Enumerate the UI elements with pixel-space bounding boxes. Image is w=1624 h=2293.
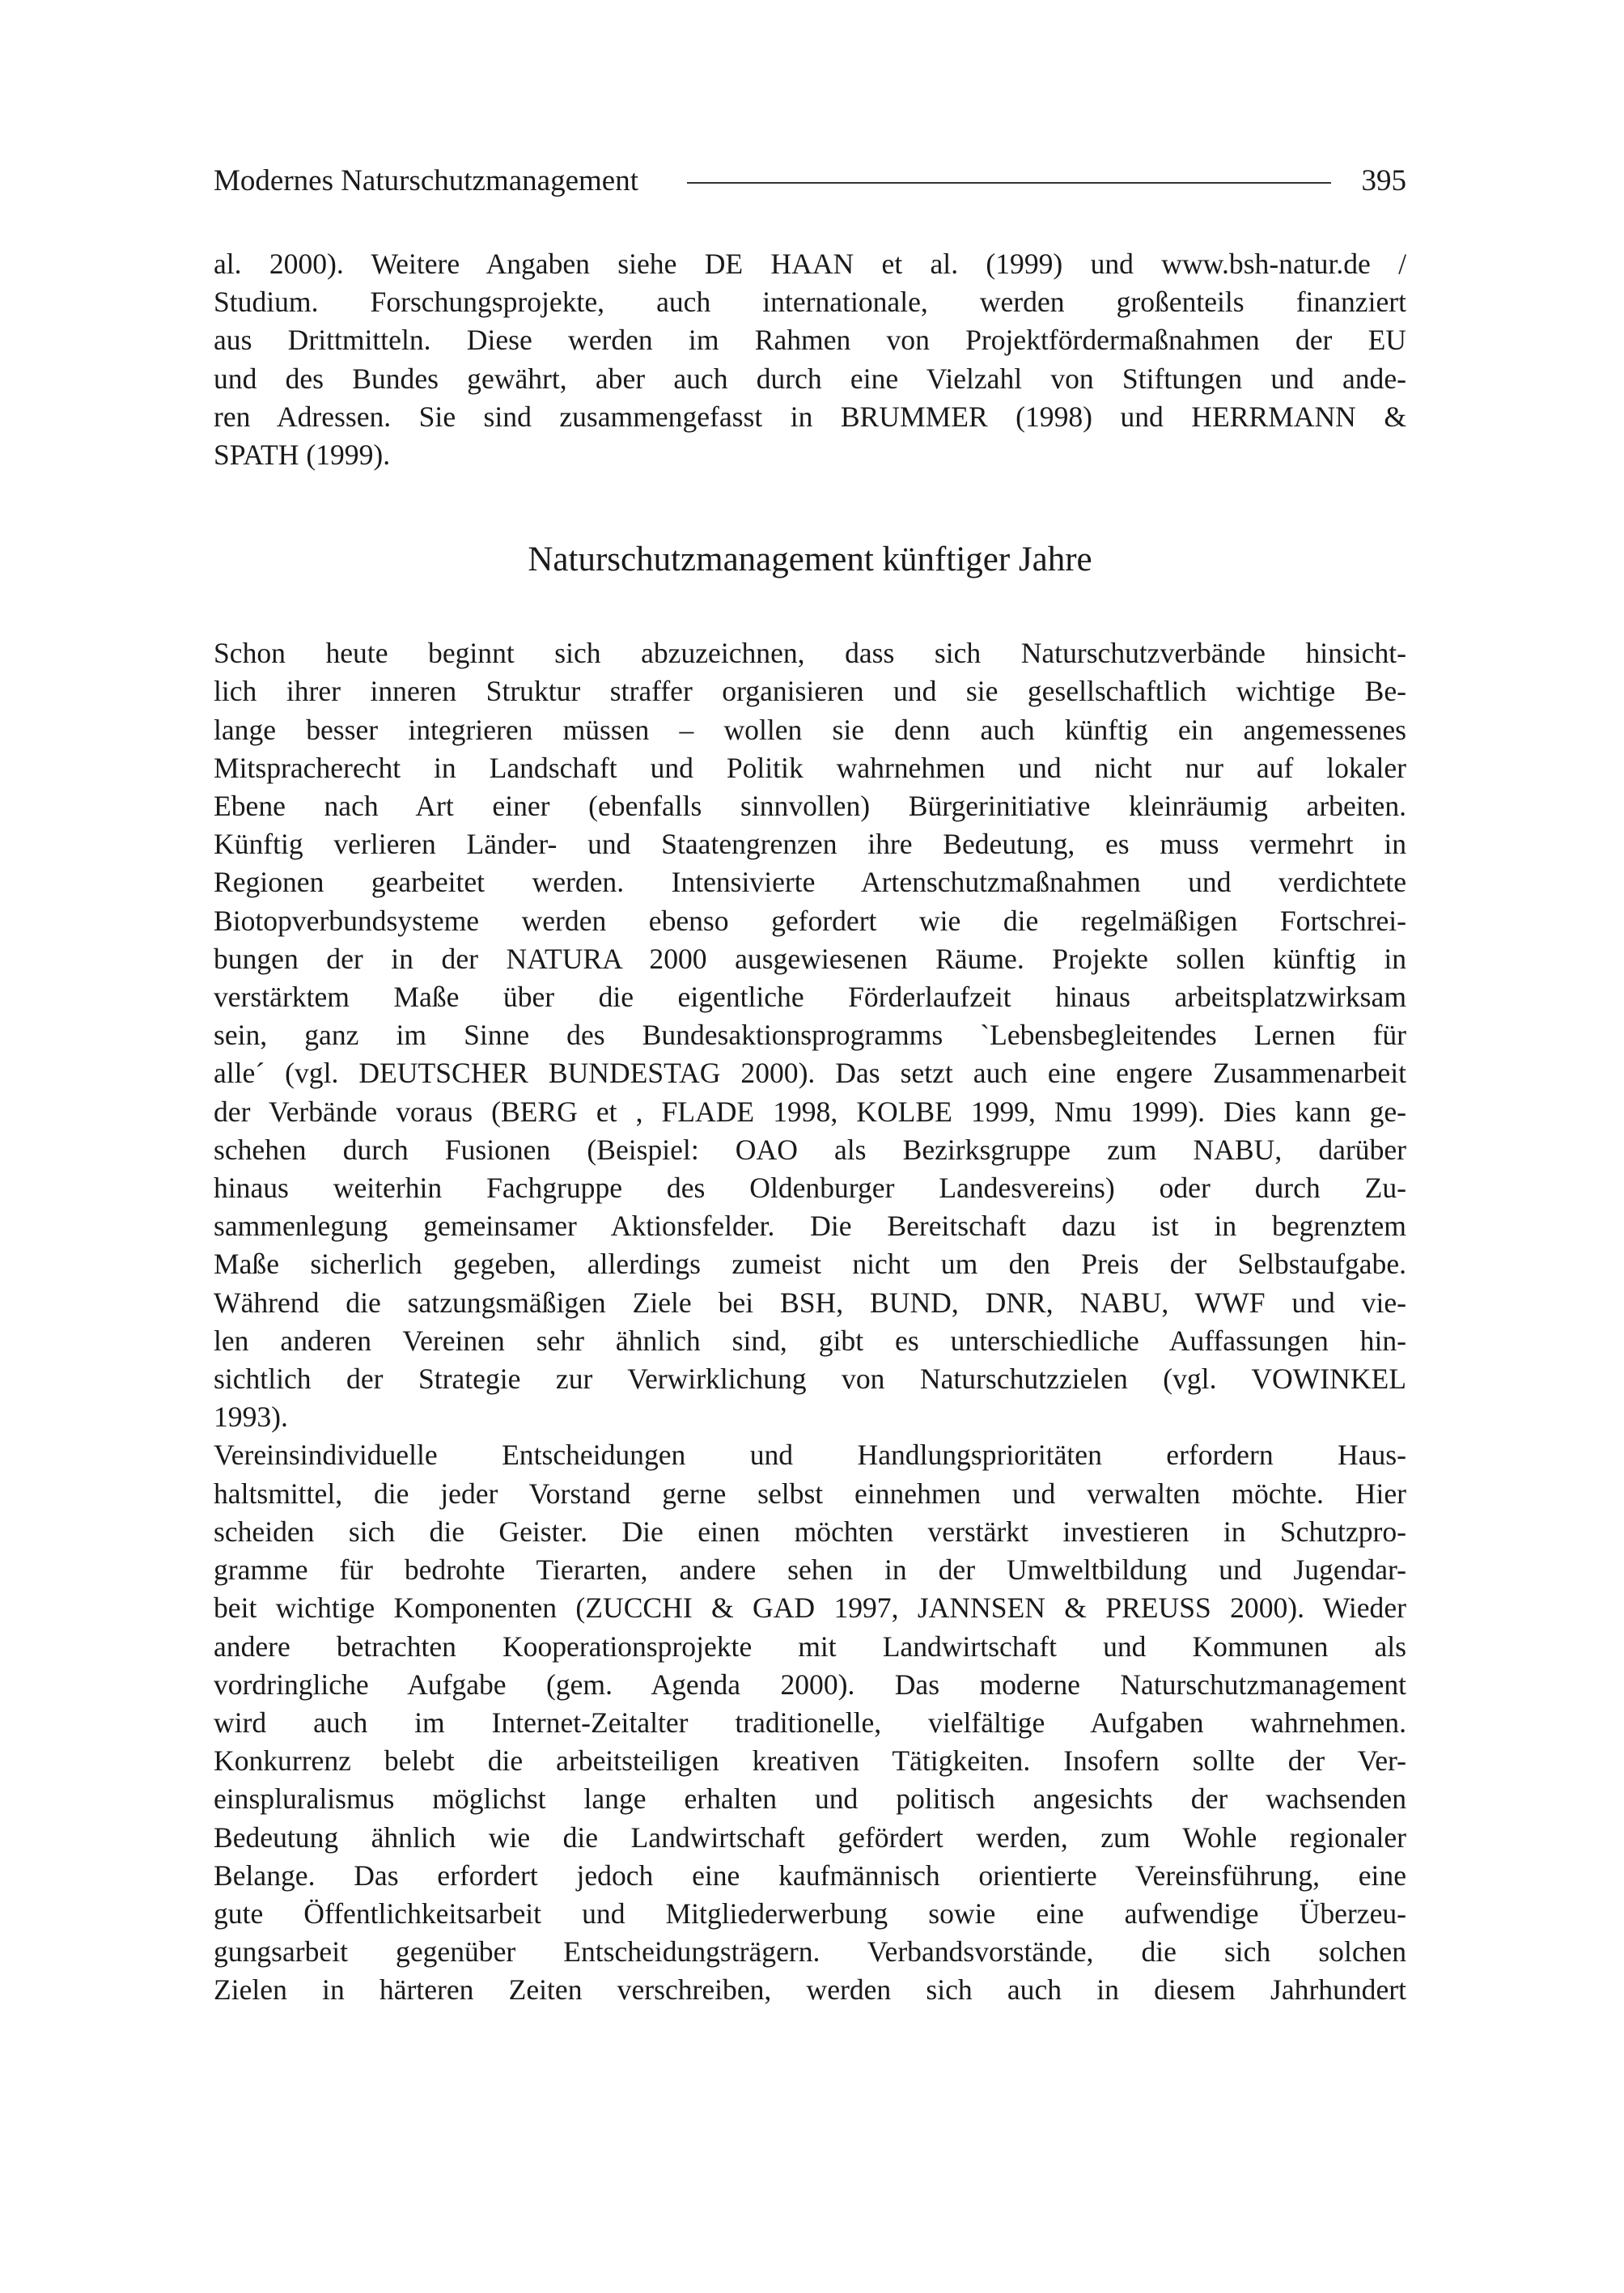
- text-line: alle´ (vgl. DEUTSCHER BUNDESTAG 2000). Das setzt auch eine engere Zusammenarbeit: [214, 1057, 1406, 1090]
- text-line: gramme für bedrohte Tierarten, andere sehen in der Umweltbildung und Jugendar-: [214, 1553, 1406, 1587]
- text-line: schehen durch Fusionen (Beispiel: OAO als Bezirksgruppe zum NABU, darüber: [214, 1133, 1406, 1166]
- text-line: aus Drittmitteln. Diese werden im Rahmen von Projektfördermaßnahmen der EU: [214, 324, 1406, 357]
- text-line: verstärktem Maße über die eigentliche Förderlaufzeit hinaus arbeitsplatzwirksam: [214, 981, 1406, 1014]
- text-line: Künftig verlieren Länder- und Staatengrenzen ihre Bedeutung, es muss vermehrt in: [214, 828, 1406, 861]
- text-line: al. 2000). Weitere Angaben siehe DE HAAN et al. (1999) und www.bsh-natur.de /: [214, 248, 1406, 280]
- text-line: Schon heute beginnt sich abzuzeichnen, dass sich Naturschutzverbände hinsicht-: [214, 637, 1406, 670]
- text-line: Bedeutung ähnlich wie die Landwirtschaft gefördert werden, zum Wohle regionaler: [214, 1820, 1406, 1854]
- header-rule: [687, 182, 1330, 184]
- page-number: 395: [1361, 163, 1406, 197]
- text-line: SPATH (1999).: [214, 439, 391, 472]
- text-line: Vereinsindividuelle Entscheidungen und Handlungsprioritäten erfordern Haus-: [214, 1439, 1406, 1472]
- text-line: Konkurrenz belebt die arbeitsteiligen kreativen Tätigkeiten. Insofern sollte der Ver-: [214, 1744, 1406, 1778]
- running-header: [214, 158, 1406, 203]
- text-line: Zielen in härteren Zeiten verschreiben, werden sich auch in diesem Jahrhundert: [214, 1973, 1406, 2007]
- text-line: andere betrachten Kooperationsprojekte mit Landwirtschaft und Kommunen als: [214, 1630, 1406, 1663]
- text-line: lange besser integrieren müssen – wollen sie denn auch künftig ein angemessenes: [214, 713, 1406, 746]
- text-line: Maße sicherlich gegeben, allerdings zumeist nicht um den Preis der Selbstaufgabe.: [214, 1248, 1406, 1281]
- text-line: Mitspracherecht in Landschaft und Politik wahrnehmen und nicht nur auf lokaler: [214, 751, 1406, 784]
- text-line: Studium. Forschungsprojekte, auch internationale, werden großenteils finanziert: [214, 286, 1406, 319]
- text-line: der Verbände voraus (BERG et , FLADE 1998, KOLBE 1999, Nmu 1999). Dies kann ge-: [214, 1095, 1406, 1128]
- text-line: beit wichtige Komponenten (ZUCCHI & GAD 1997, JANNSEN & PREUSS 2000). Wieder: [214, 1592, 1406, 1625]
- text-line: bungen der in der NATURA 2000 ausgewiesenen Räume. Projekte sollen künftig in: [214, 942, 1406, 975]
- text-line: len anderen Vereinen sehr ähnlich sind, gibt es unterschiedliche Auffassungen hin-: [214, 1324, 1406, 1357]
- text-line: Biotopverbundsysteme werden ebenso gefordert wie die regelmäßigen Fortschrei-: [214, 904, 1406, 937]
- body-paragraph-1: [214, 634, 1406, 1436]
- text-line: sein, ganz im Sinne des Bundesaktionsprogramms `Lebensbegleitendes Lernen für: [214, 1019, 1406, 1052]
- text-line: hinaus weiterhin Fachgruppe des Oldenburger Landesvereins) oder durch Zu-: [214, 1172, 1406, 1205]
- text-line: lich ihrer inneren Struktur straffer organisieren und sie gesellschaftlich wichtige Be-: [214, 675, 1406, 708]
- text-line: vordringliche Aufgabe (gem. Agenda 2000). Das moderne Naturschutzmanagement: [214, 1668, 1406, 1701]
- text-line: ren Adressen. Sie sind zusammengefasst in BRUMMER (1998) und HERRMANN &: [214, 400, 1406, 433]
- text-line: sammenlegung gemeinsamer Aktionsfelder. Die Bereitschaft dazu ist in begrenztem: [214, 1210, 1406, 1243]
- text-line: Regionen gearbeitet werden. Intensivierte Artenschutzmaßnahmen und verdichtete: [214, 866, 1406, 899]
- text-line: wird auch im Internet-Zeitalter traditionelle, vielfältige Aufgaben wahrnehmen.: [214, 1706, 1406, 1739]
- intro-paragraph: [214, 245, 1406, 474]
- text-line: sichtlich der Strategie zur Verwirklichung von Naturschutzzielen (vgl. VOWINKEL: [214, 1363, 1406, 1396]
- running-title: Modernes Naturschutzmanagement: [214, 163, 639, 197]
- text-line: Während die satzungsmäßigen Ziele bei BSH, BUND, DNR, NABU, WWF und vie-: [214, 1286, 1406, 1319]
- section-heading: Naturschutzmanagement künftiger Jahre: [528, 540, 1092, 579]
- text-line: gute Öffentlichkeitsarbeit und Mitgliederwerbung sowie eine aufwendige Überzeu-: [214, 1897, 1406, 1930]
- text-line: Belange. Das erfordert jedoch eine kaufmännisch orientierte Vereinsführung, eine: [214, 1859, 1406, 1892]
- text-line: Ebene nach Art einer (ebenfalls sinnvollen) Bürgerinitiative kleinräumig arbeiten.: [214, 790, 1406, 823]
- text-line: gungsarbeit gegenüber Entscheidungsträgern. Verbandsvorstände, die sich solchen: [214, 1935, 1406, 1969]
- text-line: und des Bundes gewährt, aber auch durch eine Vielzahl von Stiftungen und ande-: [214, 362, 1406, 395]
- body-paragraph-2: [214, 1436, 1406, 2009]
- text-line: haltsmittel, die jeder Vorstand gerne selbst einnehmen und verwalten möchte. Hier: [214, 1477, 1406, 1510]
- text-line: einspluralismus möglichst lange erhalten und politisch angesichts der wachsenden: [214, 1782, 1406, 1816]
- book-page: [214, 158, 1406, 2010]
- text-line: scheiden sich die Geister. Die einen möchten verstärkt investieren in Schutzpro-: [214, 1515, 1406, 1548]
- text-line: 1993).: [214, 1401, 288, 1434]
